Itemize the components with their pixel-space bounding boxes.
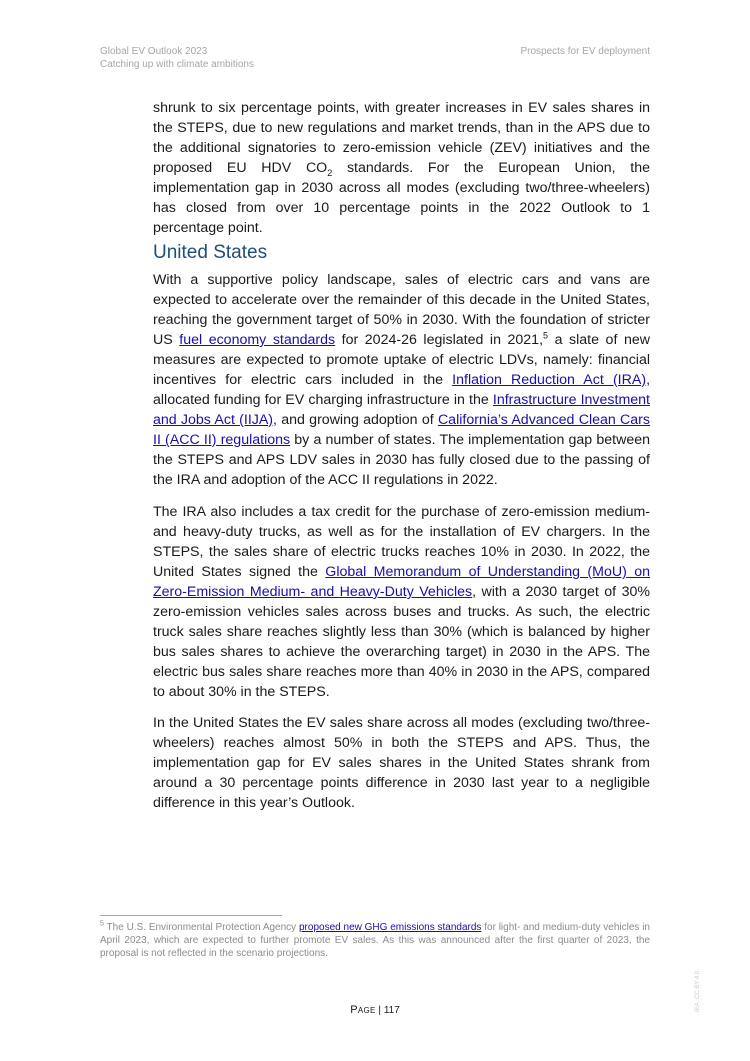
us1-text-1: With a supportive policy landscape, sales of electric cars and vans are expected to accelerate over the remainder of this decade in the United States, reaching the government target of 50% in 2030. With the foundation of stricter US — [153, 272, 650, 348]
us-paragraph-1 — [153, 270, 650, 490]
link-california-acc-ii[interactable]: California’s Advanced Clean Cars II (ACC II) regulations — [153, 412, 650, 448]
us1-text-2: for 2024-26 legislated in 2021, — [335, 332, 544, 348]
report-title: Global EV Outlook 2023 — [100, 46, 208, 57]
us2-text-2: , with a 2030 target of 30% zero-emission vehicles sales across buses and trucks. As such, the electric truck sales share reaches slightly less than 30% (which is balanced by higher bus sales shares to achieve the overarching target) in 2030 in the APS. The electric bus sales share reaches more than 40% in 2030 in the APS, compared to about 30% in the STEPS. — [153, 584, 650, 700]
co2-subscript: 2 — [327, 167, 333, 178]
page-label: Page — [350, 1004, 376, 1016]
link-global-mou-zero-emission[interactable]: Global Memorandum of Understanding (MoU) on Zero-Emission Medium- and Heavy-Duty Vehicles — [153, 564, 650, 600]
us-paragraph-3 — [153, 713, 650, 813]
running-header-left — [100, 45, 254, 71]
intro-paragraph — [153, 98, 650, 238]
intro-text-2: standards. For the European Union, the implementation gap in 2030 across all modes (excluding two/three-wheelers) has closed from over 10 percentage points in the 2022 Outlook to 1 percentage point. — [153, 160, 650, 236]
page-number — [0, 1004, 750, 1017]
footnote-number: 5 — [100, 920, 104, 928]
page-number-value: 117 — [383, 1005, 400, 1016]
running-header-right: Prospects for EV deployment — [520, 46, 650, 57]
us1-text-3: a slate of new measures are expected to promote uptake of electric LDVs, namely: financial incentives for electric cars included in the — [153, 332, 650, 388]
us1-text-5: and growing adoption of — [276, 412, 438, 428]
footnote-text-1: The U.S. Environmental Protection Agency — [103, 922, 299, 933]
us2-text-1: The IRA also includes a tax credit for the purchase of zero-emission medium- and heavy-duty trucks, as well as for the installation of EV chargers. In the STEPS, the sales share of electric trucks reaches 10% in 2030. In 2022, the United States signed the — [153, 504, 650, 580]
footnote-ref-5: 5 — [543, 330, 549, 341]
section-title-united-states: United States — [153, 242, 268, 263]
link-infrastructure-investment-jobs-act[interactable]: Infrastructure Investment and Jobs Act (IIJA), — [153, 392, 650, 428]
us1-text-4: , allocated funding for EV charging infrastructure in the — [153, 372, 651, 408]
link-fuel-economy-standards[interactable]: fuel economy standards — [179, 332, 336, 348]
footnote-divider — [100, 915, 282, 916]
footnote-text-2: for light- and medium-duty vehicles in April 2023, which are expected to further promote EV sales. As this was announced after the first quarter of 2023, the proposal is not reflected in the scenario projections. — [100, 922, 650, 959]
us3-text-1: In the United States the EV sales share across all modes (excluding two/three-wheelers) reaches almost 50% in both the STEPS and APS. Thus, the implementation gap for EV sales shares in the United States shrank from around a 30 percentage points difference in 2030 last year to a negligible difference in this year’s Outlook. — [153, 715, 650, 811]
link-proposed-ghg-standards[interactable]: proposed new GHG emissions standards — [299, 922, 482, 933]
link-inflation-reduction-act[interactable]: Inflation Reduction Act (IRA) — [452, 372, 647, 388]
report-subtitle: Catching up with climate ambitions — [100, 59, 254, 70]
license-notice: IEA. CC BY 4.0. — [695, 969, 701, 1012]
page-separator: | — [375, 1005, 384, 1016]
footnote-5 — [100, 921, 650, 960]
us-paragraph-2 — [153, 502, 650, 702]
us1-text-6: by a number of states. The implementation gap between the STEPS and APS LDV sales in 2030 has fully closed due to the passing of the IRA and adoption of the ACC II regulations in 2022. — [153, 432, 650, 488]
intro-text-1: shrunk to six percentage points, with greater increases in EV sales shares in the STEPS, due to new regulations and market trends, than in the APS due to the additional signatories to zero-emission vehicle (ZEV) initiatives and the proposed EU HDV CO — [153, 100, 650, 176]
